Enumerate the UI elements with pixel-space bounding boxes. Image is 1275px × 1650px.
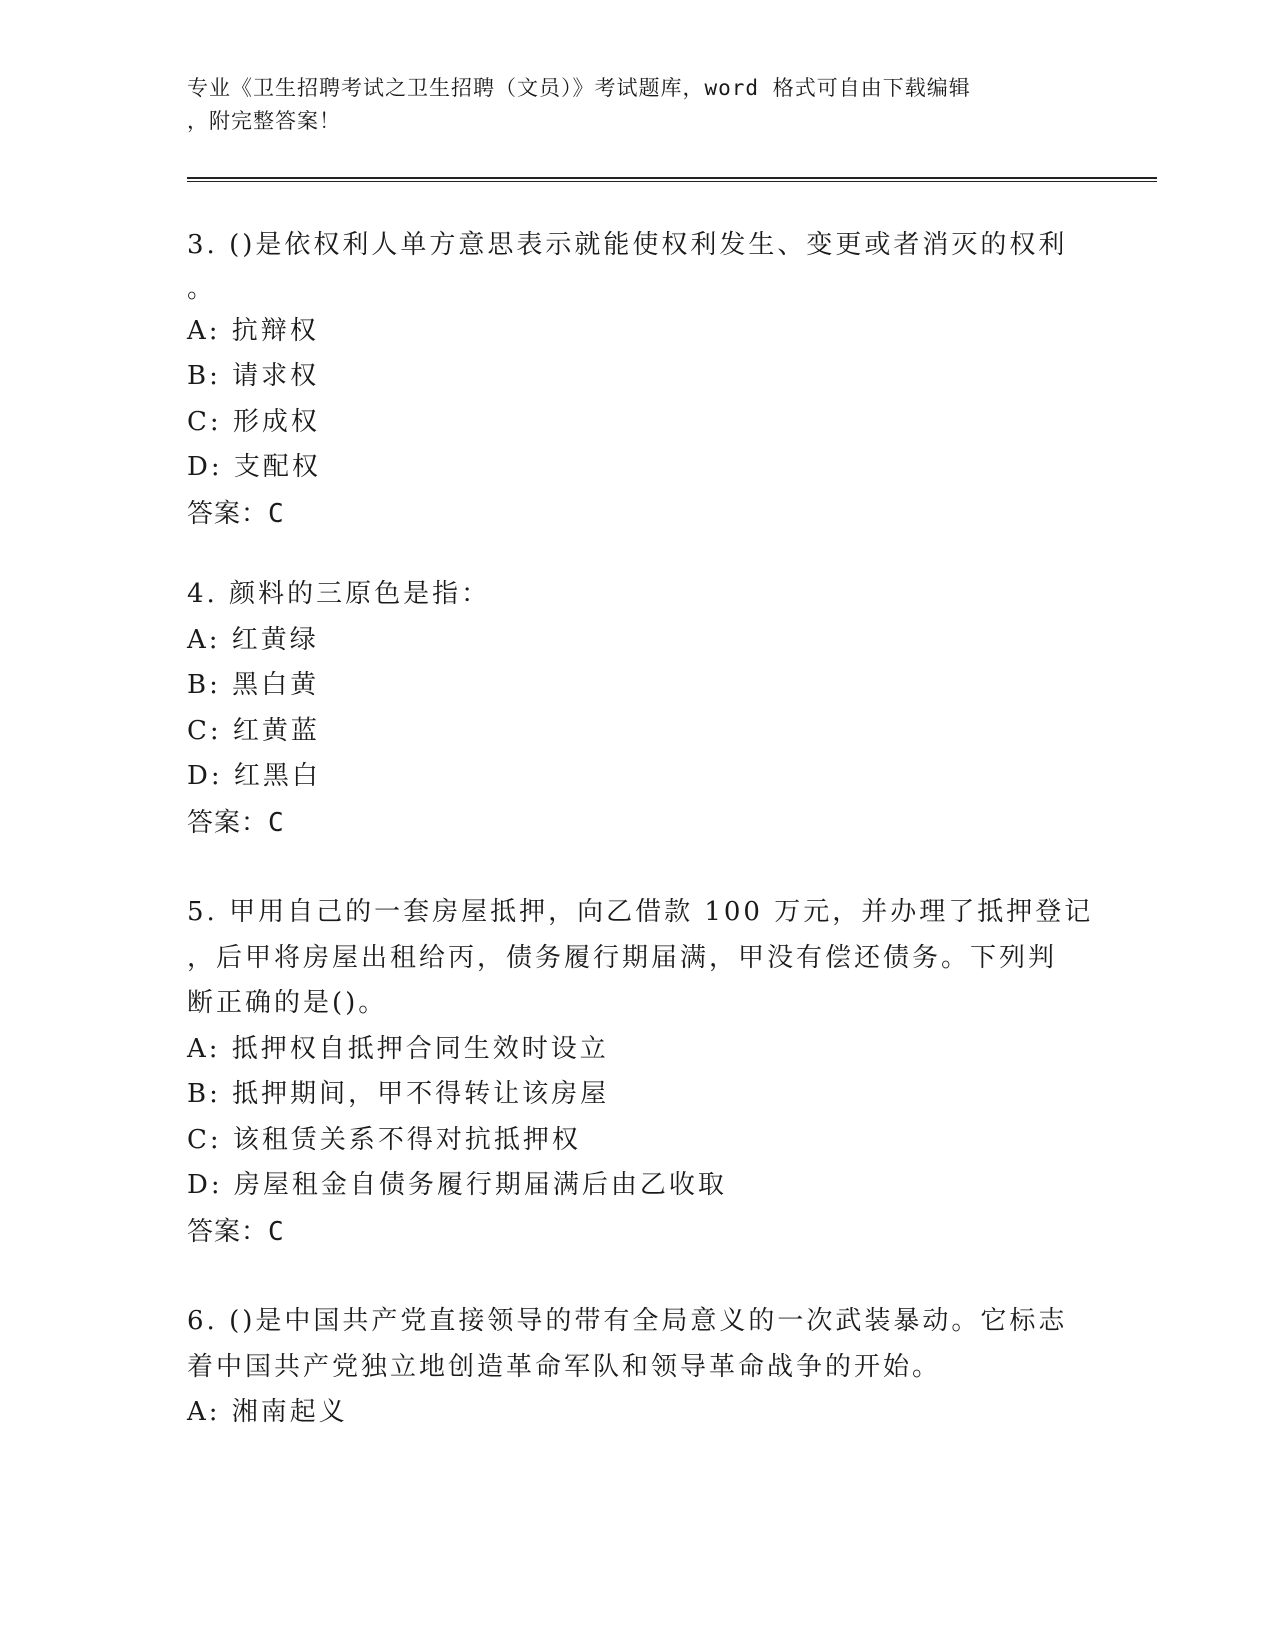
option-a: A: 红黄绿 xyxy=(187,624,319,655)
question-4 xyxy=(187,572,1157,846)
header-line-2: ，附完整答案！ xyxy=(187,109,341,133)
option-a: A: 湘南起义 xyxy=(187,1397,348,1427)
question-stem-line: 3. ()是依权利人单方意思表示就能使权利发生、变更或者消灭的权利 xyxy=(187,230,1068,260)
question-stem-line: 6. ()是中国共产党直接领导的带有全局意义的一次武装暴动。它标志 xyxy=(187,1306,1068,1336)
question-3 xyxy=(187,223,1157,537)
question-6 xyxy=(187,1299,1157,1436)
option-d: D: 房屋租金自债务履行期届满后由乙收取 xyxy=(187,1170,727,1200)
question-stem-line: ，后甲将房屋出租给丙，债务履行期届满，甲没有偿还债务。下列判 xyxy=(187,942,1058,973)
header-line-1: 专业《卫生招聘考试之卫生招聘（文员）》考试题库，word 格式可自由下载编辑 xyxy=(187,76,971,100)
question-stem-line: 4. 颜料的三原色是指： xyxy=(187,579,491,609)
question-stem-line: 断正确的是()。 xyxy=(187,988,388,1018)
option-c: C: 红黄蓝 xyxy=(187,715,320,746)
question-5 xyxy=(187,890,1157,1255)
question-stem-line: 。 xyxy=(187,273,217,304)
option-d: D: 支配权 xyxy=(187,452,321,482)
option-a: A: 抗辩权 xyxy=(187,315,319,346)
question-stem-line: 5. 甲用自己的一套房屋抵押，向乙借款 100 万元，并办理了抵押登记 xyxy=(187,897,1094,927)
header-divider xyxy=(187,177,1157,182)
header-note xyxy=(187,72,1087,138)
option-c: C: 该租赁关系不得对抗抵押权 xyxy=(187,1124,581,1155)
question-stem-line: 着中国共产党独立地创造革命军队和领导革命战争的开始。 xyxy=(187,1351,942,1382)
option-c: C: 形成权 xyxy=(187,406,320,437)
option-a: A: 抵押权自抵押合同生效时设立 xyxy=(187,1033,609,1064)
answer-label: 答案：C xyxy=(187,1216,285,1247)
answer-label: 答案：C xyxy=(187,807,285,838)
answer-label: 答案：C xyxy=(187,498,285,529)
option-b: B: 请求权 xyxy=(187,361,320,391)
option-d: D: 红黑白 xyxy=(187,761,321,791)
option-b: B: 黑白黄 xyxy=(187,670,320,700)
option-b: B: 抵押期间，甲不得转让该房屋 xyxy=(187,1079,610,1109)
